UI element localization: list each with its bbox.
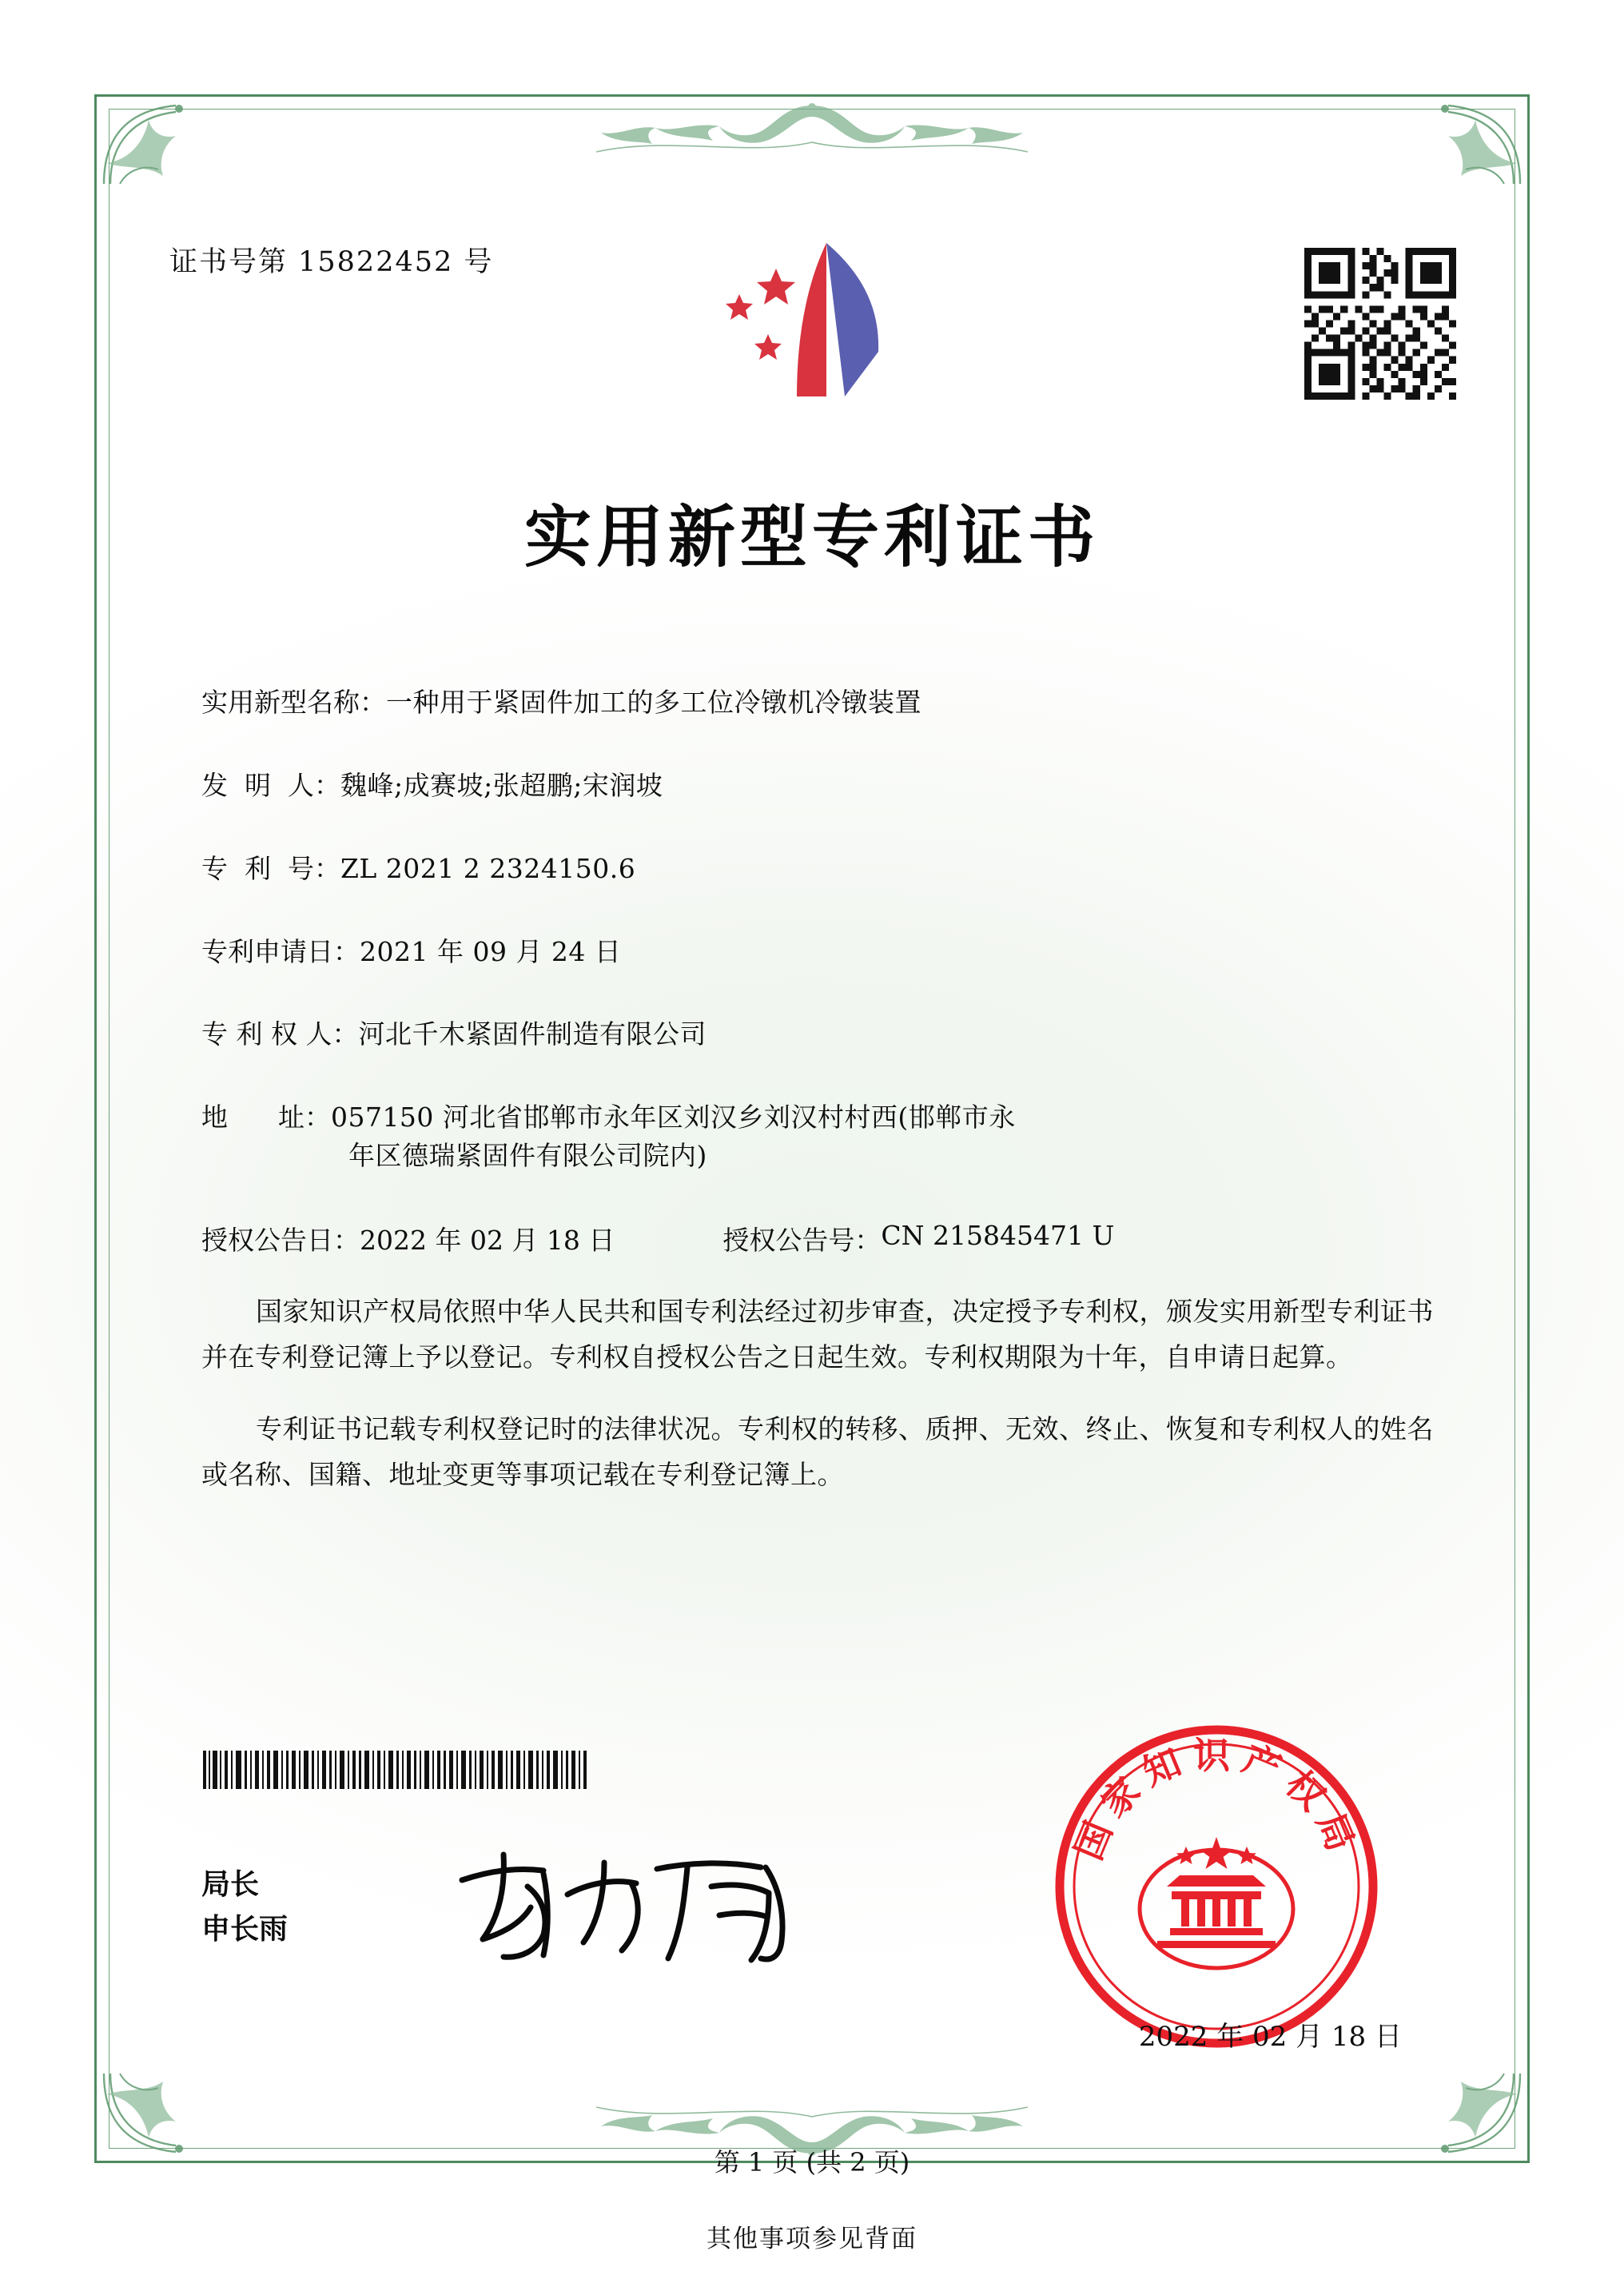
field-value: ZL 2021 2 2324150.6 bbox=[340, 852, 636, 884]
official-seal bbox=[1049, 1719, 1384, 2054]
field-label: 专利申请日： bbox=[201, 935, 360, 967]
field-row-patentee bbox=[201, 1015, 1452, 1054]
field-row-grant bbox=[201, 1220, 1452, 1257]
field-value bbox=[331, 1098, 1452, 1175]
address-line-2: 年区德瑞紧固件有限公司院内) bbox=[348, 1140, 707, 1172]
field-value: 一种用于紧固件加工的多工位冷镦机冷镦装置 bbox=[386, 687, 921, 718]
page-indicator: 第 1 页 (共 2 页) bbox=[714, 2147, 910, 2177]
handwritten-signature bbox=[448, 1839, 815, 1974]
field-label: 专 利 权 人： bbox=[201, 1018, 359, 1050]
footer-note: 其他事项参见背面 bbox=[707, 2225, 917, 2253]
field-row-filing-date bbox=[201, 933, 1452, 971]
director-name: 申长雨 bbox=[201, 1911, 289, 1946]
field-label: 专 利 号： bbox=[201, 852, 340, 884]
certificate-number: 证书号第 15822452 号 bbox=[169, 246, 494, 278]
field-row-name bbox=[201, 683, 1452, 722]
header-ornament-icon bbox=[524, 101, 1100, 160]
field-value: 魏峰;成赛坡;张超鹏;宋润坡 bbox=[340, 769, 663, 801]
director-block bbox=[201, 1863, 288, 1952]
barcode bbox=[201, 1751, 633, 1789]
field-row-inventor bbox=[201, 767, 1452, 805]
field-list bbox=[201, 683, 1452, 1498]
cnipa-logo-icon bbox=[680, 232, 944, 424]
field-row-patent-number bbox=[201, 850, 1452, 888]
address-line-1: 057150 河北省邯郸市永年区刘汉乡刘汉村村西(邯郸市永 bbox=[330, 1102, 1016, 1134]
field-value: 河北千木紧固件制造有限公司 bbox=[358, 1018, 707, 1050]
grant-date-value: 2022 年 02 月 18 日 bbox=[360, 1224, 615, 1256]
grant-number-label: 授权公告号： bbox=[722, 1224, 882, 1256]
seal-date: 2022 年 02 月 18 日 bbox=[1138, 2021, 1402, 2053]
qr-code bbox=[1304, 248, 1456, 400]
field-label: 发 明 人： bbox=[201, 769, 340, 801]
field-label: 地 址： bbox=[201, 1102, 331, 1134]
corner-ornament-icon bbox=[1408, 96, 1528, 192]
director-label: 局长 bbox=[201, 1867, 260, 1901]
grant-date-label: 授权公告日： bbox=[201, 1224, 360, 1256]
field-value: 2021 年 09 月 24 日 bbox=[360, 935, 622, 967]
page-title: 实用新型专利证书 bbox=[523, 497, 1100, 576]
grant-number-value: CN 215845471 U bbox=[881, 1219, 1115, 1251]
corner-ornament-icon bbox=[96, 96, 216, 192]
svg-text:国家知识产权局: 国家知识产权局 bbox=[1066, 1734, 1367, 1867]
field-row-address bbox=[201, 1098, 1452, 1175]
field-label: 实用新型名称： bbox=[201, 687, 386, 718]
paragraph-grant-statement: 国家知识产权局依照中华人民共和国专利法经过初步审查，决定授予专利权，颁发实用新型专利证书并在专利登记簿上予以登记。专利权自授权公告之日起生效。专利权期限为十年，自申请日起算。 bbox=[201, 1295, 1434, 1373]
paragraph-legal-status: 专利证书记载专利权登记时的法律状况。专利权的转移、质押、无效、终止、恢复和专利权人的姓名或名称、国籍、地址变更等事项记载在专利登记簿上。 bbox=[201, 1413, 1434, 1491]
